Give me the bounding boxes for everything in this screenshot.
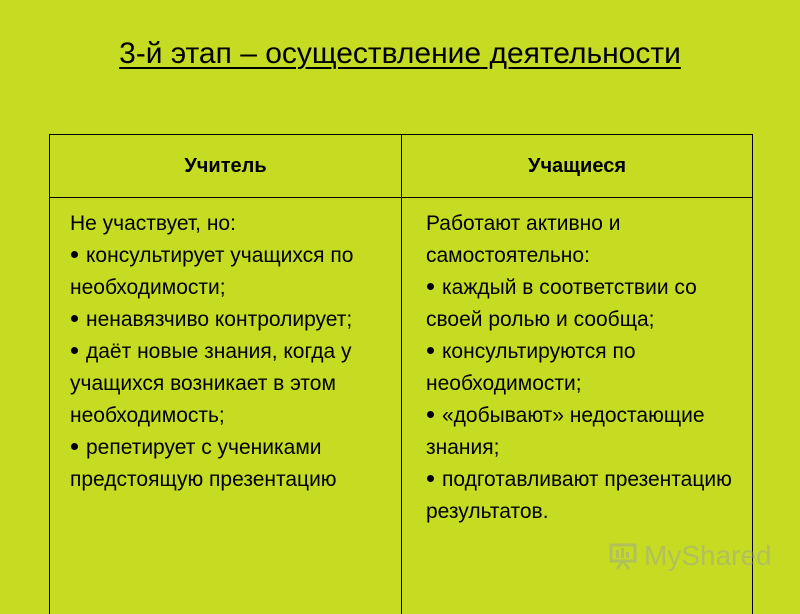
list-item <box>426 464 738 528</box>
bullet-dot-icon <box>427 411 434 418</box>
list-item <box>70 336 392 432</box>
list-item <box>426 272 738 336</box>
teacher-bullet-text: даёт новые знания, когда у учащихся возникает в этом необходимость; <box>70 340 352 427</box>
bullet-dot-icon <box>71 315 78 322</box>
header-teacher: Учитель <box>184 155 267 177</box>
bullet-dot-icon <box>71 347 78 354</box>
students-cell <box>426 208 738 528</box>
students-intro: Работают активно и самостоятельно: <box>426 212 621 267</box>
students-bullet-text: подготавливают презентацию результатов. <box>426 468 732 523</box>
students-bullet-text: консультируются по необходимости; <box>426 340 636 395</box>
list-item <box>70 304 392 336</box>
list-item <box>70 240 392 304</box>
slide-title: 3-й этап – осуществление деятельности <box>119 37 681 70</box>
watermark <box>608 536 772 576</box>
table-header-row <box>50 135 752 198</box>
bullet-dot-icon <box>427 283 434 290</box>
presentation-screen-icon <box>608 541 638 571</box>
students-bullet-text: «добывают» недостающие знания; <box>426 404 705 459</box>
watermark-text: MyShared <box>644 540 772 571</box>
teacher-bullet-text: ненавязчиво контролирует; <box>86 308 353 331</box>
teacher-intro: Не участвует, но: <box>70 212 236 235</box>
list-item <box>70 432 392 496</box>
bullet-dot-icon <box>71 443 78 450</box>
students-bullet-list <box>426 272 738 528</box>
teacher-bullet-list <box>70 240 392 496</box>
bullet-dot-icon <box>71 251 78 258</box>
bullet-dot-icon <box>427 347 434 354</box>
bullet-dot-icon <box>427 475 434 482</box>
header-students: Учащиеся <box>528 155 626 177</box>
teacher-bullet-text: консультирует учащихся по необходимости; <box>70 244 354 299</box>
teacher-cell <box>70 208 392 496</box>
students-bullet-text: каждый в соответствии со своей ролью и сообща; <box>426 276 697 331</box>
teacher-bullet-text: репетирует с учениками предстоящую презентацию <box>70 436 337 491</box>
column-divider <box>401 135 402 614</box>
list-item <box>426 400 738 464</box>
list-item <box>426 336 738 400</box>
